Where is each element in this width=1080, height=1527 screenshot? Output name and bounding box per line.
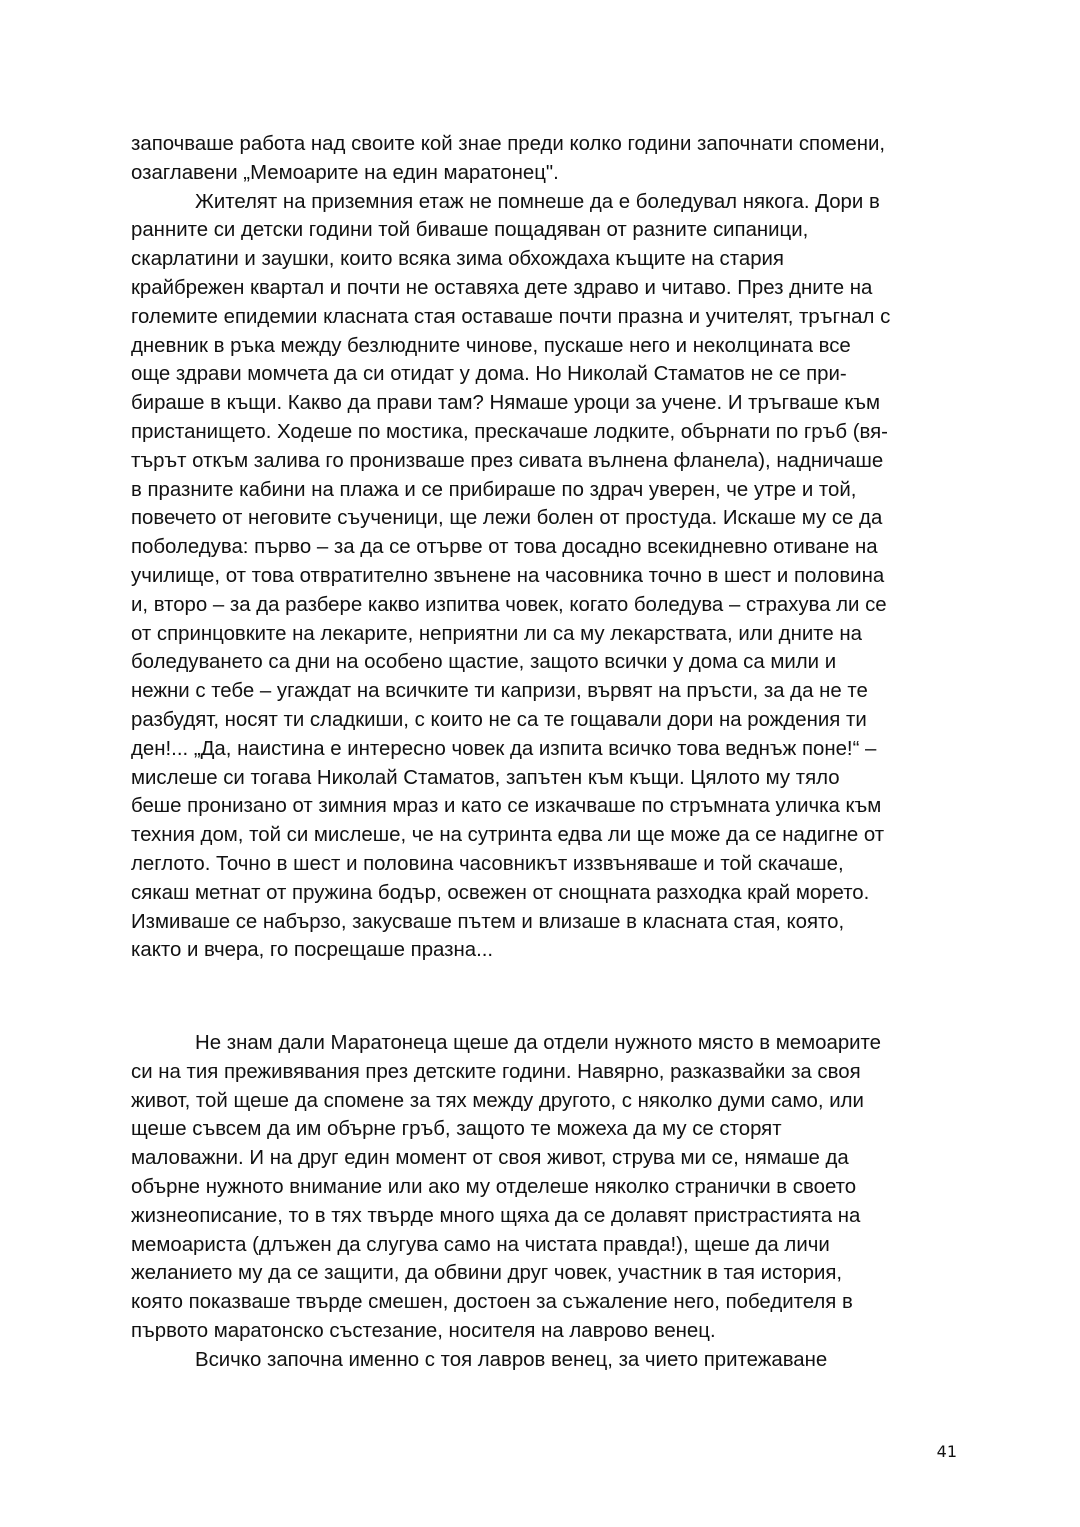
text-line: дневник в ръка между безлюдните чинове, пускаше него и неколцината все: [131, 334, 851, 357]
text-line: Измиваше се набързо, закусваше пътем и влизаше в класната стая, която,: [131, 910, 845, 933]
text-line: първото маратонско състезание, носителя на лаврово венец.: [131, 1319, 716, 1342]
text-line: жизнеописание, то в тях твърде много щяха да се долавят пристрастията на: [131, 1204, 861, 1227]
text-line: мислеше си тогава Николай Стаматов, запътен към къщи. Цялото му тяло: [131, 766, 840, 789]
text-line: започваше работа над своите кой знае преди колко години започнати спомени,: [131, 133, 886, 155]
text-line: желанието му да се защити, да обвини друг човек, участник в тая история,: [131, 1262, 843, 1285]
text-line: крайбрежен квартал и почти не оставяха дете здраво и читаво. През дните на: [131, 276, 873, 299]
text-block-1: [131, 130, 953, 965]
text-line: скарлатини и заушки, които всяка зима обхождаха къщите на стария: [131, 248, 784, 271]
text-line: още здрави момчета да си отидат у дома. Но Николай Стаматов не се при-: [131, 363, 847, 386]
page-number: 41: [936, 1442, 957, 1461]
text-line: повечето от неговите съученици, ще лежи болен от простуда. Искаше му се да: [131, 507, 883, 530]
paragraph-first-line: Не знам дали Маратонеца щеше да отдели нужното място в мемоарите: [195, 1032, 882, 1054]
text-line: беше пронизано от зимния мраз и като се изкачваше по стръмната уличка към: [131, 795, 882, 818]
text-line: която показваше твърде смешен, достоен за съжаление него, победителя в: [131, 1291, 853, 1314]
text-line: търът откъм залива го пронизваше през сивата вълнена фланела), надничаше: [131, 449, 884, 472]
text-line: разбудят, носят ти сладкиши, с които не са те гощавали дори на рождения ти: [131, 708, 867, 731]
text-line: сякаш метнат от пружина бодър, освежен от снощната разходка край морето.: [131, 881, 870, 904]
text-line: озаглавени „Мемоарите на един маратонец".: [131, 161, 559, 184]
paragraph-first-line: Жителят на приземния етаж не помнеше да е боледувал някога. Дори в: [195, 190, 880, 213]
text-line: и, второ – за да разбере какво изпитва човек, когато боледува – страхува ли се: [131, 593, 887, 616]
text-line: ден!... „Да, наистина е интересно човек да изпита всичко това веднъж поне!“ –: [131, 737, 877, 760]
text-line: техния дом, той си мислеше, че на сутринта едва ли ще може да се надигне от: [131, 824, 885, 847]
text-line: леглото. Точно в шест и половина часовникът иззвъняваше и той скачаше,: [131, 852, 844, 875]
text-line: поболедува: първо – за да се отърве от това досадно всекидневно отиване на: [131, 536, 878, 559]
text-line: обърне нужното внимание или ако му отделеше няколко странички в своето: [131, 1175, 857, 1198]
text-line: щеше съвсем да им обърне гръб, защото те можеха да му се сторят: [131, 1118, 782, 1141]
text-line: мемоариста (длъжен да слугува само на чистата правда!), щеше да личи: [131, 1233, 830, 1256]
text-line: в празните кабини на плажа и се прибираше по здрач уверен, че утре и той,: [131, 478, 857, 501]
text-block-2: [131, 1029, 953, 1375]
text-line: бираше в къщи. Какво да прави там? Нямаше уроци за учене. И тръгваше към: [131, 392, 880, 415]
text-line: училище, от това отвратително звънене на часовника точно в шест и половина: [131, 564, 885, 587]
text-line: боледуването са дни на особено щастие, защото всички у дома са мили и: [131, 651, 837, 674]
paragraph-first-line: Всичко започна именно с тоя лавров венец, за чието притежаване: [195, 1348, 828, 1371]
text-line: си на тия преживявания през детските години. Навярно, разказвайки за своя: [131, 1060, 861, 1083]
text-line: живот, той щеше да спомене за тях между другото, с няколко думи само, или: [131, 1089, 864, 1112]
text-line: големите епидемии класната стая оставаше почти празна и учителят, тръгнал с: [131, 305, 891, 328]
text-line: от спринцовките на лекарите, неприятни ли са му лекарствата, или дните на: [131, 622, 862, 645]
text-line: маловажни. И на друг един момент от своя живот, струва ми се, нямаше да: [131, 1147, 849, 1170]
text-line: ранните си детски години той биваше пощадяван от разните сипаници,: [131, 219, 809, 242]
text-line: както и вчера, го посрещаше празна...: [131, 939, 494, 962]
text-line: пристанището. Ходеше по мостика, прескачаше лодките, обърнати по гръб (вя-: [131, 420, 888, 443]
text-line: нежни с тебе – угаждат на всичките ти капризи, вървят на пръсти, за да не те: [131, 680, 868, 703]
